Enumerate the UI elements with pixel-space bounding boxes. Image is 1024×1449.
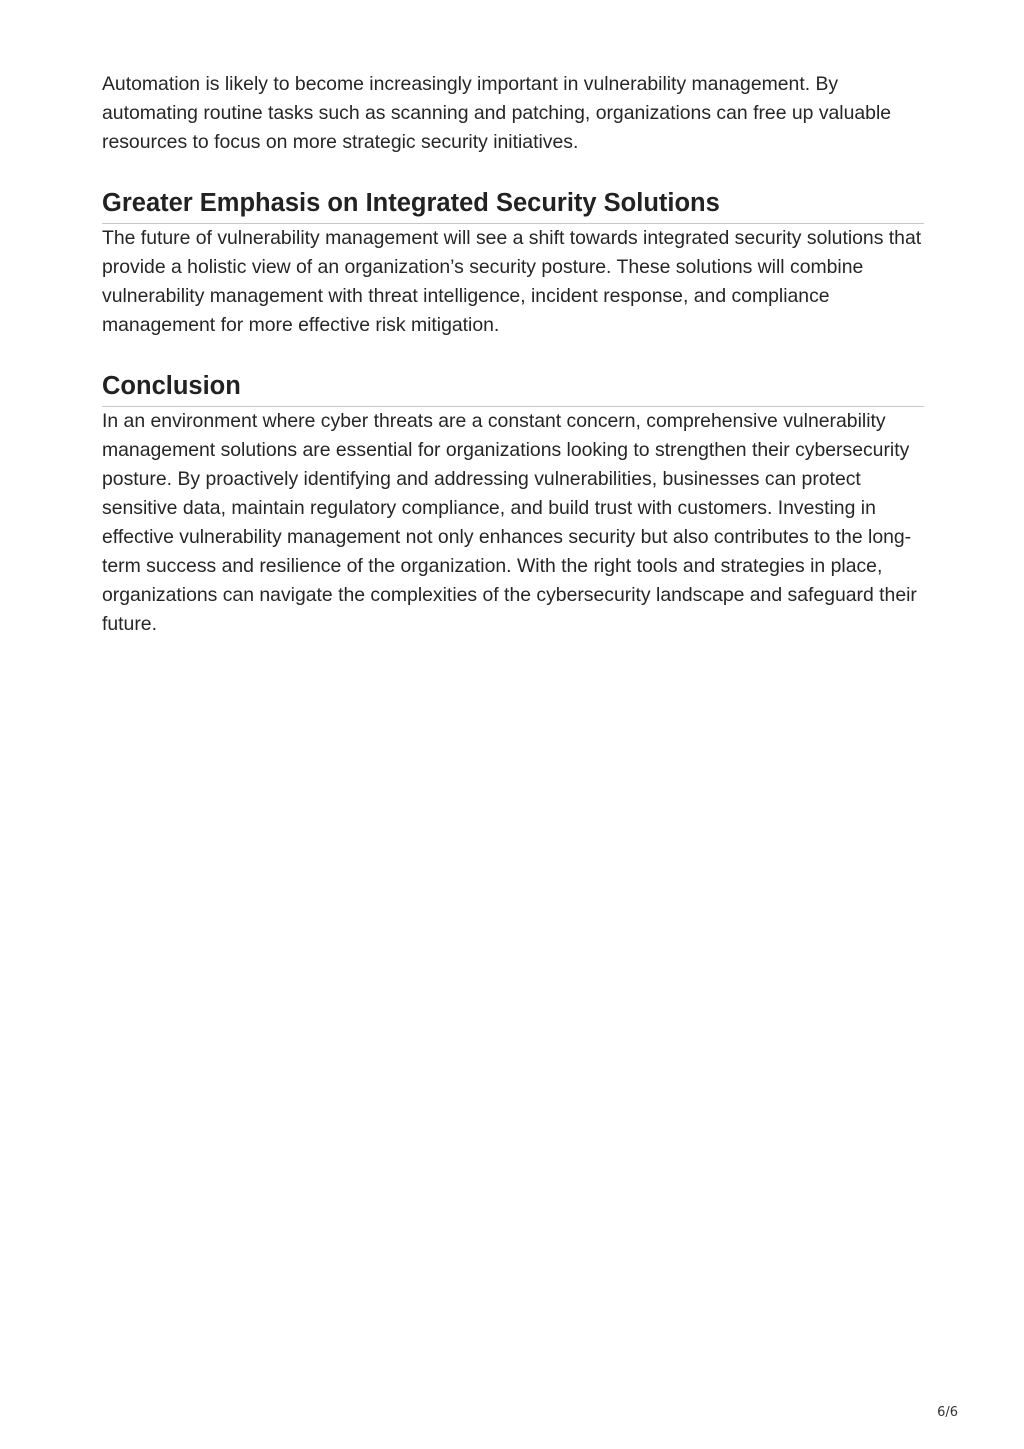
section-paragraph-integrated-security: The future of vulnerability management will see a shift towards integrated security solutions that provide a holistic view of an organization’s security posture. These solutions will combine vulnerability management with threat intelligence, incident response, and compliance management for more effective risk mitigation. <box>102 227 922 336</box>
section-heading-integrated-security: Greater Emphasis on Integrated Security Solutions <box>102 187 924 224</box>
intro-paragraph: Automation is likely to become increasingly important in vulnerability management. By automating routine tasks such as scanning and patching, organizations can free up valuable resources to focus on more strategic security initiatives. <box>102 73 892 153</box>
page-number: 6/6 <box>937 1405 958 1420</box>
section-paragraph-conclusion: In an environment where cyber threats are a constant concern, comprehensive vulnerability management solutions are essential for organizations looking to strengthen their cybersecurity posture. By proactively identifying and addressing vulnerabilities, businesses can protect sensitive data, maintain regulatory compliance, and build trust with customers. Investing in effective vulnerability management not only enhances security but also contributes to the long-term success and resilience of the organization. With the right tools and strategies in place, organizations can navigate the complexities of the cybersecurity landscape and safeguard their future. <box>102 410 917 635</box>
section-heading-conclusion: Conclusion <box>102 370 924 407</box>
document-page <box>102 70 924 639</box>
